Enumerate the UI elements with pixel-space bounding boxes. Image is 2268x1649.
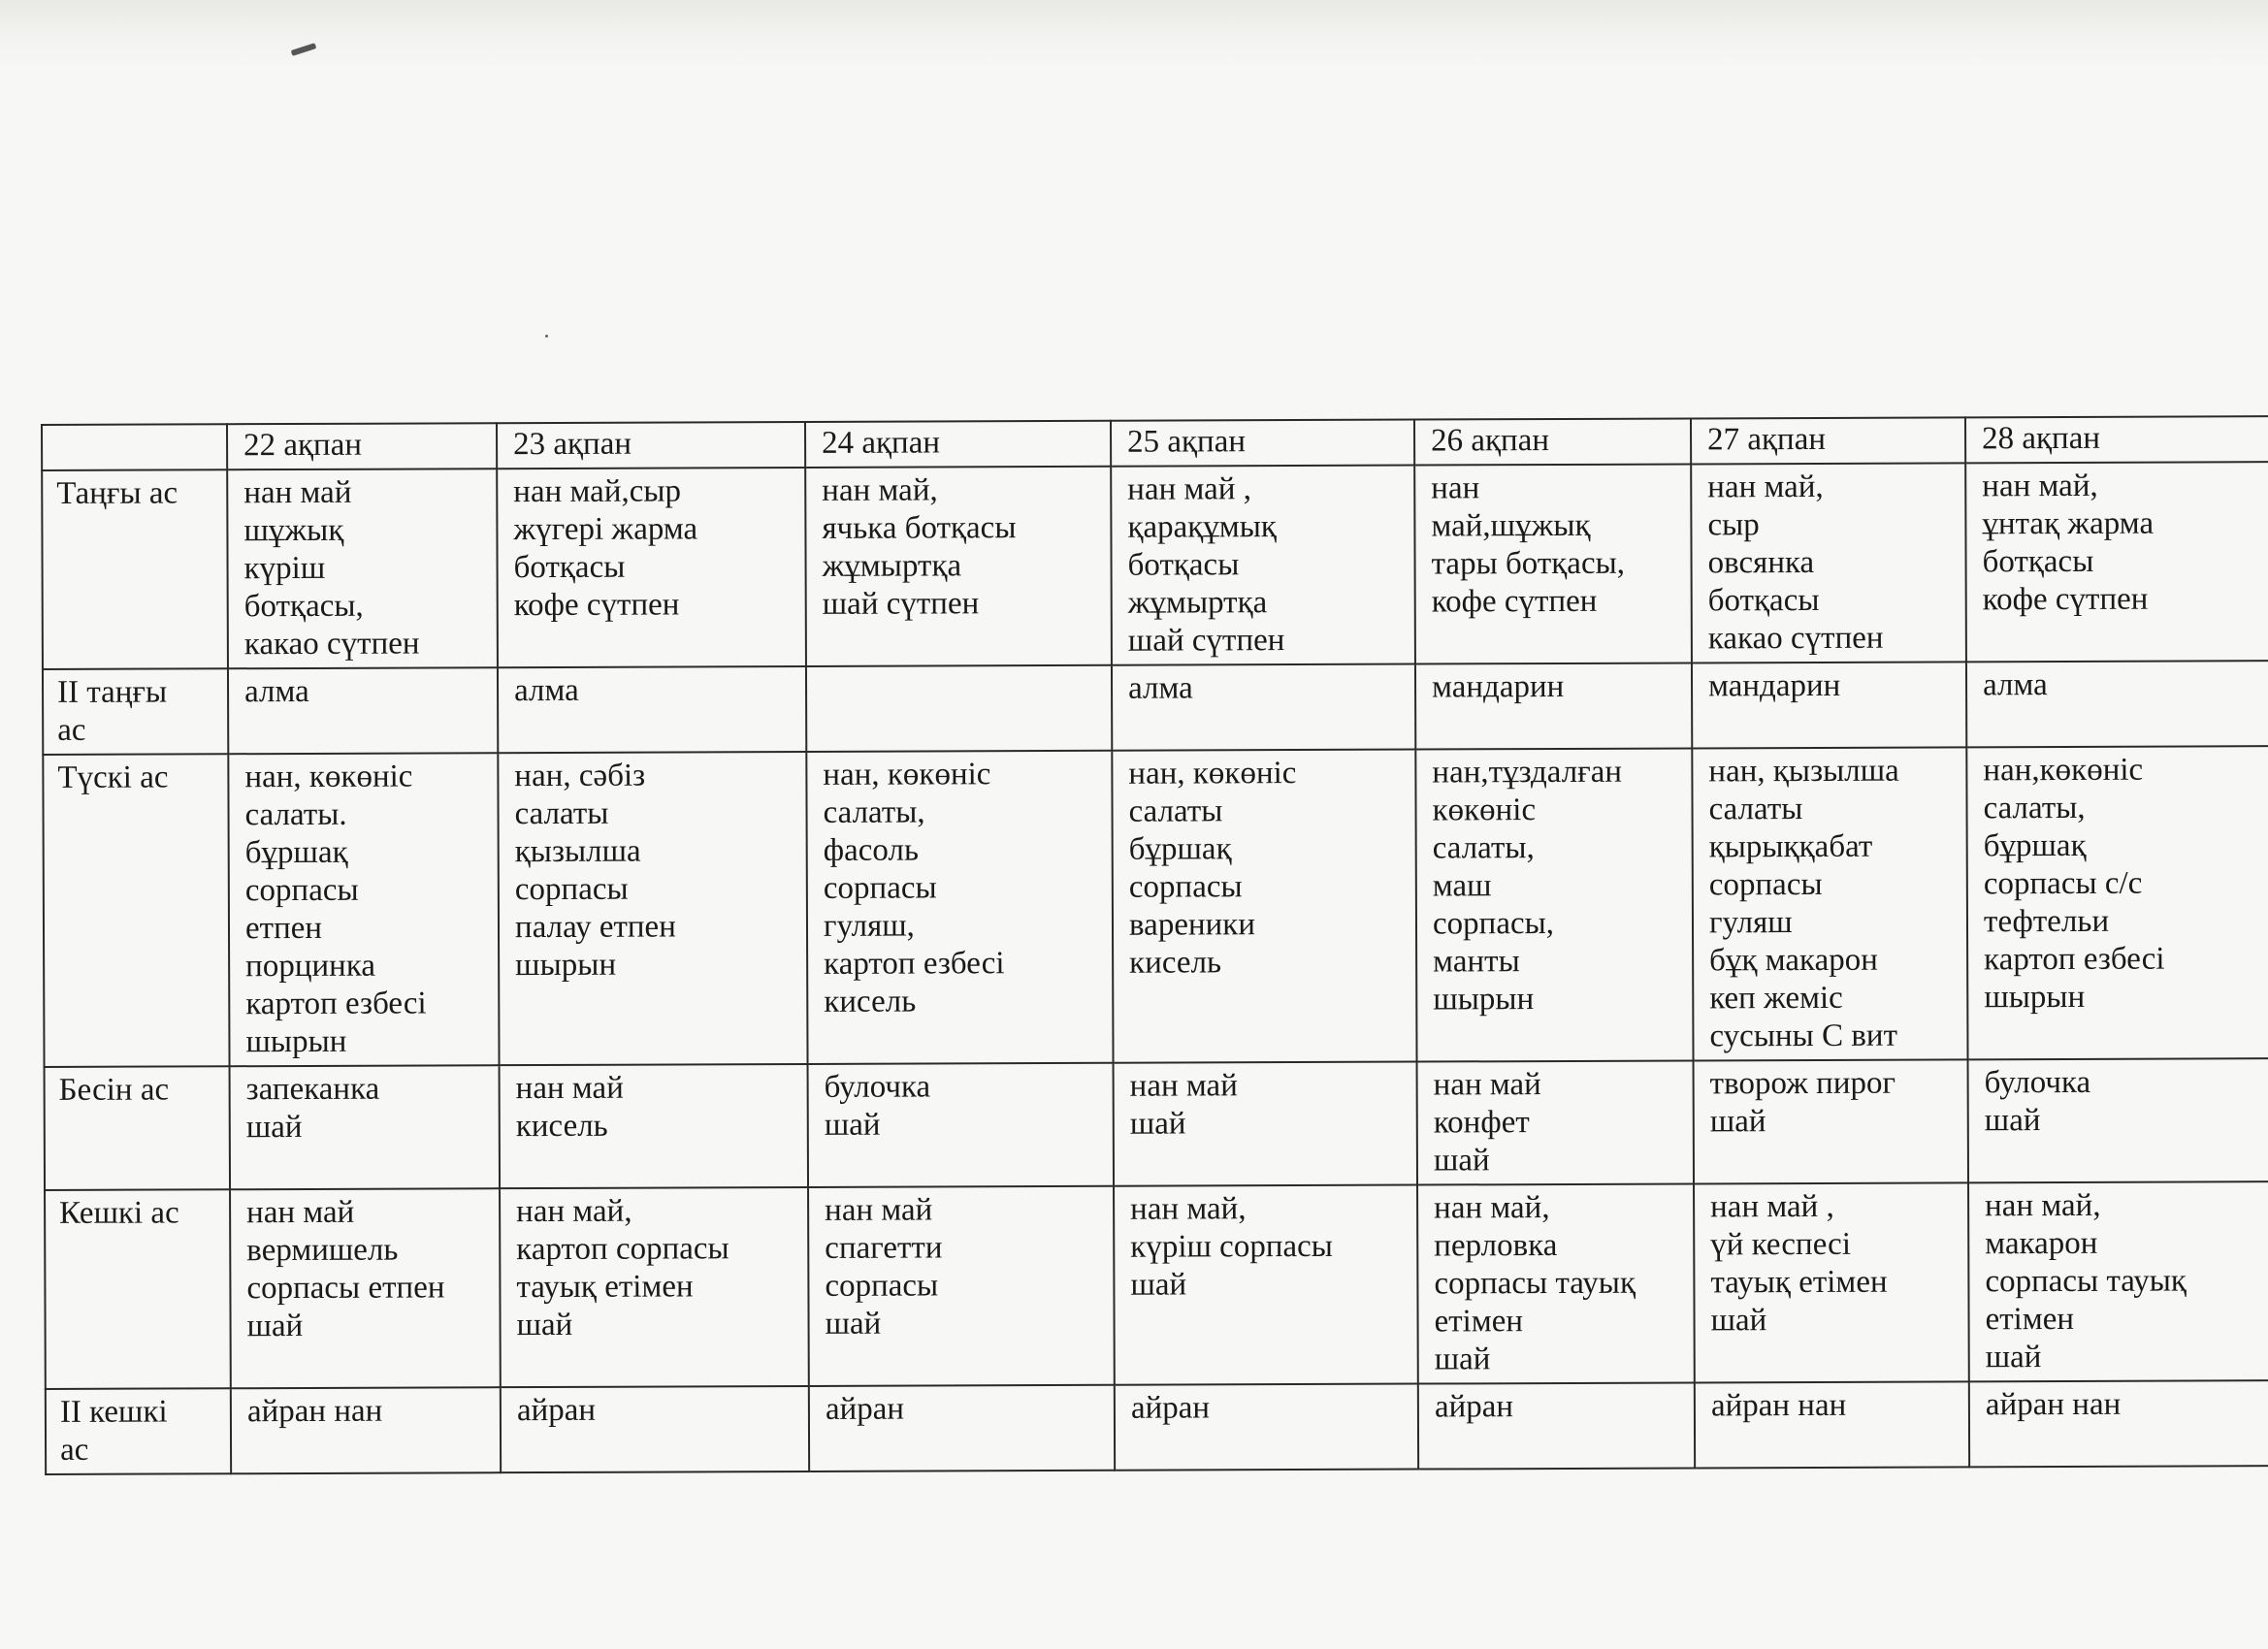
meal-row-second-breakfast — [43, 661, 2268, 755]
menu-cell: нан,көкөніс салаты, бұршақ сорпасы с/с тефтельи картоп езбесі шырын — [1966, 746, 2268, 1059]
menu-cell: нан май шұжық күріш ботқасы, какао сүтпен — [227, 469, 498, 668]
menu-cell: нан, көкөніс салаты, фасоль сорпасы гуляш, картоп езбесі кисель — [806, 751, 1113, 1064]
meal-row-lunch — [43, 746, 2268, 1067]
menu-cell: айран нан — [231, 1387, 501, 1473]
meal-row-second-dinner — [46, 1380, 2268, 1474]
meal-name: ІІ таңғы ас — [43, 668, 228, 755]
meal-name: Кешкі ас — [45, 1189, 231, 1389]
menu-cell: айран — [501, 1386, 809, 1472]
menu-cell: булочка шай — [1968, 1058, 2268, 1182]
menu-cell: мандарин — [1692, 662, 1966, 748]
menu-cell: айран — [809, 1385, 1115, 1471]
menu-cell: булочка шай — [808, 1063, 1114, 1187]
menu-cell: нан, қызылша салаты қырыққабат сорпасы гуляш бұқ макарон кеп жеміс сусыны С вит — [1692, 747, 1967, 1060]
menu-cell: нан май , қарақұмық ботқасы жұмыртқа шай сүтпен — [1111, 466, 1415, 665]
menu-cell: творож пирог шай — [1694, 1059, 1968, 1183]
menu-cell: нан май, ұнтақ жарма ботқасы кофе сүтпен — [1965, 462, 2268, 662]
meal-name: Түскі ас — [43, 754, 229, 1067]
menu-cell — [806, 665, 1112, 752]
menu-cell: нан, сәбіз салаты қызылша сорпасы палау етпен шырын — [498, 752, 807, 1065]
day-header: 25 ақпан — [1111, 420, 1414, 467]
day-header: 24 ақпан — [805, 421, 1111, 468]
meal-row-breakfast — [42, 462, 2268, 669]
menu-cell: алма — [228, 667, 498, 754]
meal-row-afternoon-snack — [45, 1058, 2268, 1190]
menu-cell: алма — [1966, 661, 2268, 747]
menu-cell: нан май, ячька ботқасы жұмыртқа шай сүтпен — [805, 467, 1112, 666]
menu-cell: алма — [1112, 664, 1415, 751]
menu-cell: нан май конфет шай — [1417, 1060, 1694, 1184]
menu-cell: нан май, картоп сорпасы тауық етімен шай — [500, 1187, 809, 1387]
day-header: 28 ақпан — [1965, 416, 2268, 463]
day-header: 23 ақпан — [497, 422, 805, 469]
menu-cell: нан май вермишель сорпасы етпен шай — [230, 1188, 501, 1388]
menu-cell: нан май спагетти сорпасы шай — [808, 1186, 1115, 1386]
menu-cell: нан, көкөніс салаты бұршақ сорпасы вареники кисель — [1112, 750, 1416, 1063]
menu-cell: нан, көкөніс салаты. бұршақ сорпасы етпен порцинка картоп езбесі шырын — [228, 753, 499, 1066]
day-header: 22 ақпан — [227, 423, 497, 469]
meal-name: ІІ кешкі ас — [46, 1388, 231, 1474]
menu-cell: алма — [498, 666, 806, 753]
menu-cell: айран нан — [1969, 1380, 2268, 1467]
menu-cell: нан май шай — [1114, 1062, 1417, 1186]
menu-table — [41, 415, 2268, 1475]
menu-cell: нан май , үй кеспесі тауық етімен шай — [1694, 1182, 1969, 1382]
scan-artifact-dot — [545, 335, 548, 338]
menu-cell: айран — [1115, 1384, 1418, 1471]
day-header: 27 ақпан — [1691, 417, 1965, 464]
menu-cell: айран — [1418, 1382, 1695, 1469]
meal-row-dinner — [45, 1181, 2268, 1389]
header-corner-cell — [42, 424, 227, 470]
menu-cell: нан май,шұжық тары ботқасы, кофе сүтпен — [1414, 464, 1692, 663]
scan-top-edge — [0, 0, 2268, 68]
menu-cell: нан май кисель — [500, 1064, 808, 1188]
menu-cell: нан май, перловка сорпасы тауық етімен шай — [1417, 1183, 1695, 1383]
menu-cell: нан,тұздалған көкөніс салаты, маш сорпасы, манты шырын — [1415, 748, 1693, 1061]
menu-cell: нан май, күріш сорпасы шай — [1114, 1185, 1418, 1385]
day-header: 26 ақпан — [1414, 418, 1691, 465]
menu-cell: айран нан — [1695, 1381, 1969, 1468]
meal-name: Бесін ас — [45, 1066, 230, 1190]
meal-name: Таңғы ас — [42, 469, 228, 669]
menu-cell: нан май, сыр овсянка ботқасы какао сүтпен — [1691, 463, 1966, 663]
menu-cell: запеканка шай — [230, 1065, 500, 1189]
menu-cell: мандарин — [1415, 663, 1692, 749]
menu-cell: нан май, макарон сорпасы тауық етімен шай — [1968, 1181, 2268, 1381]
menu-cell: нан май,сыр жүгері жарма ботқасы кофе сүтпен — [497, 468, 806, 667]
